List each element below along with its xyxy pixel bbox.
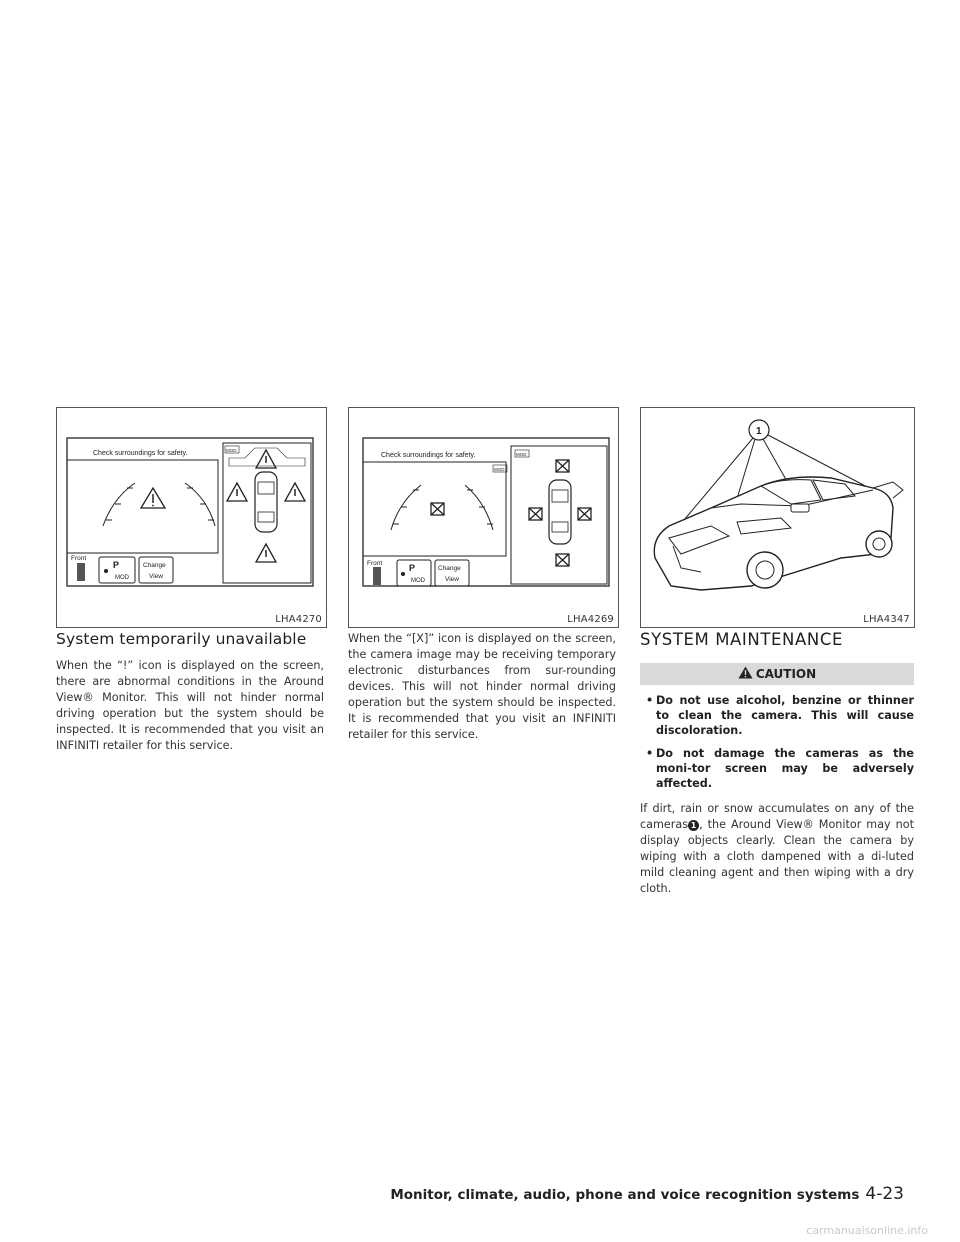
interference-icon bbox=[556, 554, 569, 566]
svg-text:MOD: MOD bbox=[411, 578, 425, 584]
around-view-interference-illustration bbox=[349, 408, 618, 627]
vehicle-camera-illustration bbox=[641, 408, 914, 627]
interference-icon bbox=[529, 508, 542, 520]
warning-icon bbox=[141, 488, 165, 508]
interference-icon bbox=[431, 503, 444, 515]
caution-title: CAUTION bbox=[755, 667, 817, 681]
svg-text:P: P bbox=[409, 563, 416, 573]
callout-number-icon: 1 bbox=[688, 820, 699, 831]
figure-code: LHA4347 bbox=[863, 614, 910, 625]
paragraph-interference: When the “[X]” icon is displayed on the screen, the camera image may be receiving temporary electronic disturbances from sur-rounding devices. This will not hinder normal driving operation but the system should be inspected. It is recommended that you visit an INFINITI retailer for this service. bbox=[348, 632, 616, 741]
paragraph-maintenance: If dirt, rain or snow accumulates on any of the cameras 1 , the Around View® Monitor may not display objects clearly. Clean the camera by wiping with a cloth dampened with a di-luted mild cleaning agent and then wiping with a dry cloth. bbox=[640, 802, 914, 895]
warning-icon bbox=[285, 483, 305, 501]
watermark: carmanualsonline.info bbox=[806, 1224, 928, 1237]
caution-bullet: • Do not use alcohol, benzine or thinner to clean the camera. This will cause discoloration. bbox=[646, 694, 914, 737]
warning-icon bbox=[227, 483, 247, 501]
section-heading-maintenance: SYSTEM MAINTENANCE bbox=[640, 630, 843, 649]
chapter-title: Monitor, climate, audio, phone and voice recognition systems bbox=[390, 1187, 860, 1203]
svg-text:Change: Change bbox=[143, 562, 166, 569]
caution-banner bbox=[640, 663, 914, 685]
figure-code: LHA4270 bbox=[275, 614, 322, 625]
svg-text:View: View bbox=[445, 576, 459, 583]
svg-text:Check surroundings for safety.: Check surroundings for safety. bbox=[381, 452, 476, 459]
camera-callout-label: 1 bbox=[756, 426, 762, 437]
column-middle bbox=[348, 631, 616, 743]
around-view-warning-illustration bbox=[57, 408, 326, 627]
svg-text:Change: Change bbox=[438, 565, 461, 572]
figure-interference-screen bbox=[348, 407, 619, 628]
svg-text:MOD: MOD bbox=[516, 452, 527, 457]
svg-text:Front: Front bbox=[71, 555, 87, 562]
caution-bullet: • Do not damage the cameras as the moni-tor screen may be adversely affected. bbox=[646, 747, 914, 790]
svg-text:P: P bbox=[113, 560, 120, 570]
interference-icon bbox=[556, 460, 569, 472]
svg-text:Front: Front bbox=[367, 560, 383, 567]
svg-text:View: View bbox=[149, 573, 163, 580]
figure-camera-locations bbox=[640, 407, 915, 628]
svg-text:MOD: MOD bbox=[115, 575, 129, 581]
svg-text:MOD: MOD bbox=[494, 467, 505, 472]
warning-icon bbox=[256, 450, 276, 468]
figure-code: LHA4269 bbox=[567, 614, 614, 625]
interference-icon bbox=[578, 508, 591, 520]
figure-warning-screen bbox=[56, 407, 327, 628]
page-footer bbox=[390, 1184, 904, 1204]
warning-icon bbox=[256, 544, 276, 562]
page-number: 4-23 bbox=[865, 1184, 904, 1204]
caution-warning-icon bbox=[738, 666, 753, 682]
column-right bbox=[640, 630, 914, 897]
svg-text:MOD: MOD bbox=[226, 448, 237, 453]
banner-text: Check surroundings for safety. bbox=[93, 450, 188, 457]
paragraph-unavailable: When the “!” icon is displayed on the screen, there are abnormal conditions in the Around View® Monitor. This will not hinder normal driving operation but the system should be inspected. It is recommended that you visit an INFINITI retailer for this service. bbox=[56, 659, 324, 752]
section-heading-unavailable: System temporarily unavailable bbox=[56, 630, 307, 648]
column-left bbox=[56, 630, 324, 754]
